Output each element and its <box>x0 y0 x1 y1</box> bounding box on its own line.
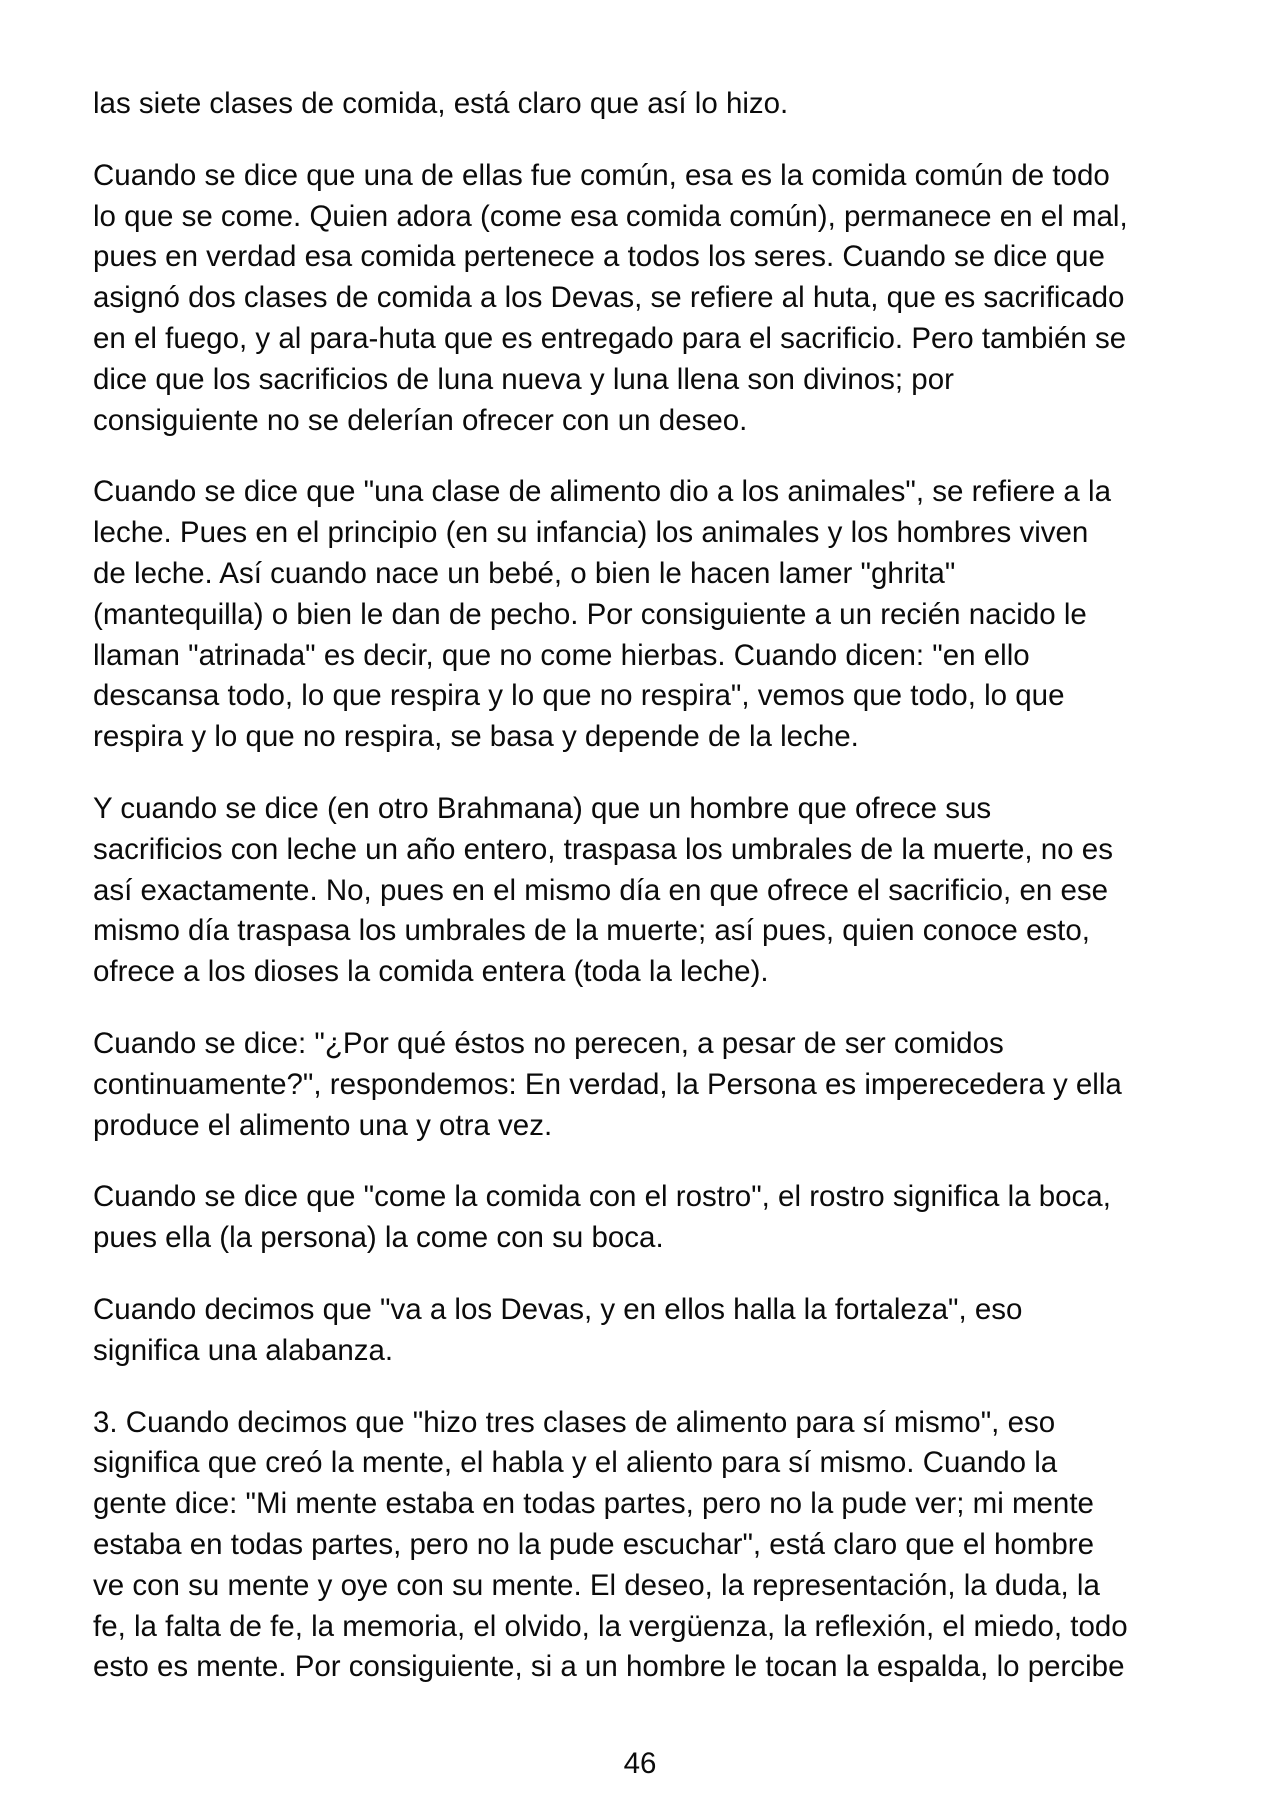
text-line: Cuando se dice que "come la comida con el rostro", el rostro significa la boca, <box>93 1180 1111 1214</box>
paragraph-3 <box>93 472 1197 758</box>
text-line: 3. Cuando decimos que "hizo tres clases de alimento para sí mismo", eso <box>93 1405 1056 1439</box>
text-line: fe, la falta de fe, la memoria, el olvido, la vergüenza, la reflexión, el miedo, todo <box>93 1609 1128 1643</box>
text-line: ofrece a los dioses la comida entera (toda la leche). <box>93 955 769 989</box>
text-line: así exactamente. No, pues en el mismo día en que ofrece el sacrificio, en ese <box>93 873 1109 907</box>
text-line: produce el alimento una y otra vez. <box>93 1108 553 1142</box>
text-line: pues en verdad esa comida pertenece a todos los seres. Cuando se dice que <box>93 240 1105 274</box>
text-line: Cuando se dice que "una clase de alimento dio a los animales", se refiere a la <box>93 475 1111 509</box>
text-line: de leche. Así cuando nace un bebé, o bien le hacen lamer "ghrita" <box>93 556 956 590</box>
text-line: leche. Pues en el principio (en su infancia) los animales y los hombres viven <box>93 516 1089 550</box>
text-line: lo que se come. Quien adora (come esa comida común), permanece en el mal, <box>93 199 1128 233</box>
text-line: las siete clases de comida, está claro que así lo hizo. <box>93 87 789 120</box>
text-line: pues ella (la persona) la come con su boca. <box>93 1221 664 1255</box>
paragraph-1 <box>93 84 1197 125</box>
paragraph-5 <box>93 1024 1197 1146</box>
text-line: respira y lo que no respira, se basa y depende de la leche. <box>93 720 859 754</box>
text-line: esto es mente. Por consiguiente, si a un hombre le tocan la espalda, lo percibe <box>93 1650 1125 1684</box>
text-line: descansa todo, lo que respira y lo que no respira", vemos que todo, lo que <box>93 679 1065 713</box>
text-line: continuamente?", respondemos: En verdad, la Persona es imperecedera y ella <box>93 1067 1122 1101</box>
text-line: Cuando se dice que una de ellas fue común, esa es la comida común de todo <box>93 158 1110 192</box>
text-line: significa una alabanza. <box>93 1333 394 1367</box>
paragraph-4 <box>93 789 1197 993</box>
paragraph-2 <box>93 156 1197 442</box>
text-line: significa que creó la mente, el habla y el aliento para sí mismo. Cuando la <box>93 1446 1058 1480</box>
text-line: mismo día traspasa los umbrales de la muerte; así pues, quien conoce esto, <box>93 914 1090 948</box>
paragraph-8 <box>93 1403 1197 1689</box>
text-line: consiguiente no se delerían ofrecer con un deseo. <box>93 403 748 437</box>
text-line: ve con su mente y oye con su mente. El deseo, la representación, la duda, la <box>93 1568 1100 1602</box>
text-line: dice que los sacrificios de luna nueva y luna llena son divinos; por <box>93 362 954 396</box>
text-line: sacrificios con leche un año entero, traspasa los umbrales de la muerte, no es <box>93 832 1113 866</box>
text-line: en el fuego, y al para-huta que es entregado para el sacrificio. Pero también se <box>93 321 1127 355</box>
page-number: 46 <box>623 1747 657 1780</box>
text-line: asignó dos clases de comida a los Devas, se refiere al huta, que es sacrificado <box>93 281 1125 315</box>
text-line: llaman "atrinada" es decir, que no come hierbas. Cuando dicen: "en ello <box>93 638 1030 672</box>
paragraph-6 <box>93 1177 1197 1259</box>
page-body <box>93 84 1197 1719</box>
text-line: Y cuando se dice (en otro Brahmana) que un hombre que ofrece sus <box>93 791 992 825</box>
text-line: Cuando se dice: "¿Por qué éstos no perecen, a pesar de ser comidos <box>93 1026 1004 1060</box>
paragraph-7 <box>93 1290 1197 1372</box>
text-line: estaba en todas partes, pero no la pude escuchar", está claro que el hombre <box>93 1527 1094 1561</box>
text-line: (mantequilla) o bien le dan de pecho. Por consiguiente a un recién nacido le <box>93 597 1087 631</box>
text-line: gente dice: "Mi mente estaba en todas partes, pero no la pude ver; mi mente <box>93 1487 1094 1521</box>
text-line: Cuando decimos que "va a los Devas, y en ellos halla la fortaleza", eso <box>93 1292 1023 1326</box>
